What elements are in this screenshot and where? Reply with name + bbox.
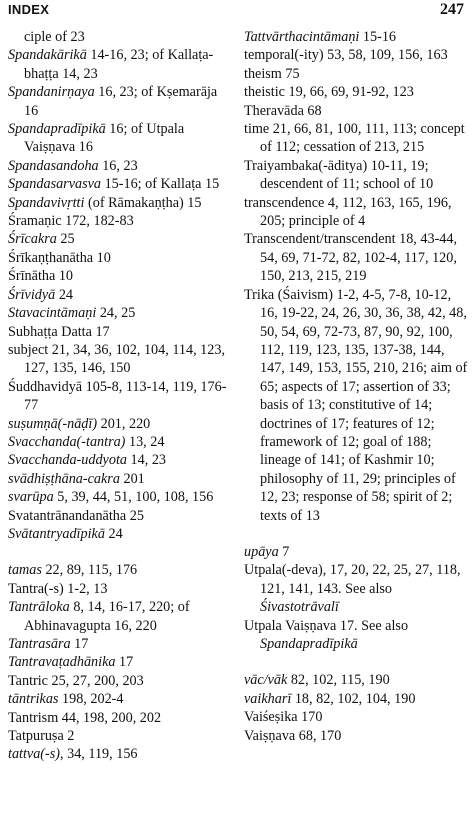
index-term-italic: Spandasandoha: [8, 157, 99, 174]
index-text: Śrīnātha 10: [8, 268, 74, 285]
index-entry: [244, 617, 470, 654]
index-entry: [244, 120, 470, 157]
index-term-italic: svādhiṣṭhāna-cakra: [8, 470, 120, 487]
index-term-italic: Śivastotrāvalī: [260, 599, 339, 616]
index-entry: [8, 304, 230, 322]
index-entry: [244, 157, 470, 194]
index-term-italic: Tantrāloka: [8, 599, 70, 616]
index-entry: [8, 598, 230, 635]
index-text: Tatpuruṣa 2: [8, 728, 75, 745]
index-entry: [244, 708, 470, 726]
index-term-italic: Spandapradīpikā: [8, 121, 106, 138]
index-entry: [8, 451, 230, 469]
index-term-italic: tamas: [8, 562, 42, 579]
index-entry: [244, 28, 470, 46]
index-text: Utpala(-deva), 17, 20, 22, 25, 27, 118, 121, 141, 143. See also: [244, 562, 461, 597]
index-text: 201: [119, 470, 145, 487]
index-text: 7: [278, 543, 290, 560]
index-entry: [8, 323, 230, 341]
index-text: 16; of Utpala Vaiṣṇava 16: [24, 121, 185, 156]
index-entry: [8, 286, 230, 304]
index-term-italic: upāya: [244, 543, 279, 560]
index-entry: [8, 580, 230, 598]
index-term-italic: tāntrikas: [8, 691, 59, 708]
index-text: 5, 39, 44, 51, 100, 108, 156: [53, 489, 214, 506]
index-term-italic: Spandavivṛtti: [8, 194, 85, 211]
index-term-italic: Śrīcakra: [8, 231, 57, 248]
index-entry: [244, 561, 470, 616]
index-text: subject 21, 34, 36, 102, 104, 114, 123, 127, 135, 146, 150: [8, 341, 226, 377]
index-entry: [8, 488, 230, 506]
index-text: Subhaṭṭa Datta 17: [8, 323, 110, 340]
page-header: [0, 0, 474, 28]
index-text: theistic 19, 66, 69, 91-92, 123: [244, 84, 414, 101]
index-letter-gap: [8, 543, 230, 561]
index-text: 17: [115, 654, 134, 671]
index-term-italic: Śrīvidyā: [8, 286, 56, 303]
index-text: 13, 24: [125, 433, 165, 450]
index-text: Śuddhavidyā 105-8, 113-14, 119, 176-77: [8, 378, 227, 414]
index-entry: [8, 653, 230, 671]
index-entry: [8, 249, 230, 267]
index-term-italic: Svātantryadīpikā: [8, 525, 105, 542]
index-term-italic: vāc/vāk: [244, 672, 288, 689]
index-text: 198, 202-4: [58, 691, 124, 708]
index-entry: [244, 102, 470, 120]
index-text: 16, 23: [98, 157, 138, 174]
index-text: Svatantrānandanātha 25: [8, 507, 144, 524]
index-entry: [244, 690, 470, 708]
index-text: 24: [55, 286, 74, 303]
index-text: 14, 23: [126, 452, 166, 469]
index-entry: [244, 46, 470, 64]
index-text: Śramaṇic 172, 182-83: [8, 213, 134, 230]
index-entry: [8, 341, 230, 378]
index-letter-gap: [244, 525, 470, 543]
index-entry: [8, 175, 230, 193]
index-term-italic: suṣumṇā(-nāḍī): [8, 415, 98, 432]
index-entry: [8, 157, 230, 175]
index-text: 24: [104, 525, 123, 542]
index-entry: [8, 212, 230, 230]
index-text: 201, 220: [97, 415, 151, 432]
index-term-italic: Svacchanda(-tantra): [8, 433, 126, 450]
index-text: theism 75: [244, 65, 300, 82]
index-entry: [8, 690, 230, 708]
index-text: Trika (Śaivism) 1-2, 4-5, 7-8, 10-12, 16, 19-22, 24, 26, 30, 36, 38, 42, 48, 50, 54, 69, 72-73, 87, 90, 92, 100, 112, 119, 123, 135, 137-38, 144, 147, 149, 153, 155, 210, 216; aim of 65; aspects of 17; assertion of 33; basis of 13; constitutive of 14; doctrines of 17; features of 12; framework of 12; goal of 188; lineage of 141; of Kashmir 10; philosophy of 11, 29; principles of 12, 23; response of 58; spirit of 2; texts of 13: [244, 286, 468, 524]
index-text: Theravāda 68: [244, 102, 322, 119]
index-entry: [244, 194, 470, 231]
index-entry: [8, 470, 230, 488]
index-entry: [8, 83, 230, 120]
index-entry: [8, 267, 230, 285]
index-text: 16, 23; of Kṣemarāja 16: [24, 84, 218, 119]
index-text: Tantrism 44, 198, 200, 202: [8, 709, 162, 726]
index-entry: [8, 525, 230, 543]
index-term-italic: Spandapradīpikā: [260, 636, 358, 652]
index-entry: [244, 543, 470, 561]
index-text: Tantric 25, 27, 200, 203: [8, 672, 144, 689]
index-text: Śrīkaṇṭhanātha 10: [8, 249, 111, 266]
index-entry: [244, 727, 470, 745]
index-text: (of Rāmakaṇṭha) 15: [84, 194, 202, 211]
index-text: 24, 25: [96, 305, 136, 322]
index-entry: [8, 672, 230, 690]
index-entry: [8, 415, 230, 433]
index-term-italic: Spandakārikā: [8, 47, 87, 64]
index-column-left: [8, 28, 230, 764]
index-text: Vaiśeṣika 170: [244, 709, 323, 726]
index-column-right: [244, 28, 470, 745]
index-entry: [8, 709, 230, 727]
index-text: 18, 82, 102, 104, 190: [291, 690, 416, 707]
index-term-italic: svarūpa: [8, 489, 54, 506]
index-text: 14-16, 23; of Kallaṭa-bhaṭṭa 14, 23: [24, 47, 214, 82]
index-entry: [244, 286, 470, 525]
index-entry: [8, 28, 230, 46]
index-text: , 34, 119, 156: [60, 746, 138, 763]
index-entry: [8, 507, 230, 525]
index-text: 25: [56, 231, 75, 248]
index-entry: [8, 727, 230, 745]
index-term-italic: Tantrasāra: [8, 636, 71, 652]
index-entry: [8, 635, 230, 653]
index-term-italic: Svacchanda-uddyota: [8, 452, 127, 469]
index-entry: [8, 120, 230, 157]
index-entry: [8, 46, 230, 83]
index-entry: [8, 230, 230, 248]
index-entry: [8, 561, 230, 579]
index-entry: [8, 378, 230, 415]
index-text: Traiyambaka(-āditya) 10-11, 19; descendent of 11; school of 10: [244, 157, 434, 193]
index-text: Utpala Vaiṣṇava 17. See also: [244, 617, 409, 634]
index-text: 22, 89, 115, 176: [41, 562, 138, 579]
index-term-italic: vaikharī: [244, 690, 292, 707]
index-term-italic: Tattvārthacintāmaṇi: [244, 29, 360, 45]
index-entry: [244, 65, 470, 83]
index-text: 82, 102, 115, 190: [287, 672, 390, 689]
index-entry: [244, 671, 470, 689]
index-text: 8, 14, 16-17, 220; of Abhinavagupta 16, 220: [24, 599, 190, 634]
running-head: INDEX: [8, 2, 50, 17]
index-letter-gap: [244, 653, 470, 671]
index-term-italic: Tantravaṭadhānika: [8, 654, 116, 671]
index-entry: [244, 230, 470, 285]
index-entry: [244, 83, 470, 101]
index-entry: [8, 433, 230, 451]
index-term-italic: tattva(-s): [8, 746, 61, 763]
index-term-italic: Stavacintāmaṇi: [8, 305, 97, 322]
index-text: temporal(-ity) 53, 58, 109, 156, 163: [244, 47, 448, 64]
index-text: 15-16: [359, 29, 397, 45]
index-term-italic: Spandasarvasva: [8, 176, 102, 193]
index-text: Tantra(-s) 1-2, 13: [8, 580, 108, 597]
index-text: transcendence 4, 112, 163, 165, 196, 205; principle of 4: [244, 194, 452, 230]
index-text: Transcendent/transcendent 18, 43-44, 54, 69, 71-72, 82, 102-4, 117, 120, 150, 213, 215, 219: [244, 231, 458, 285]
index-text: time 21, 66, 81, 100, 111, 113; concept of 112; cessation of 213, 215: [244, 121, 465, 156]
index-entry: [8, 194, 230, 212]
index-term-italic: Spandanirṇaya: [8, 84, 95, 101]
index-text: ciple of 23: [24, 29, 85, 45]
index-text: Vaiṣṇava 68, 170: [244, 727, 342, 744]
index-text: 17: [70, 636, 89, 652]
index-entry: [8, 745, 230, 763]
index-text: 15-16; of Kallaṭa 15: [101, 176, 220, 193]
page-number: 247: [440, 1, 464, 18]
